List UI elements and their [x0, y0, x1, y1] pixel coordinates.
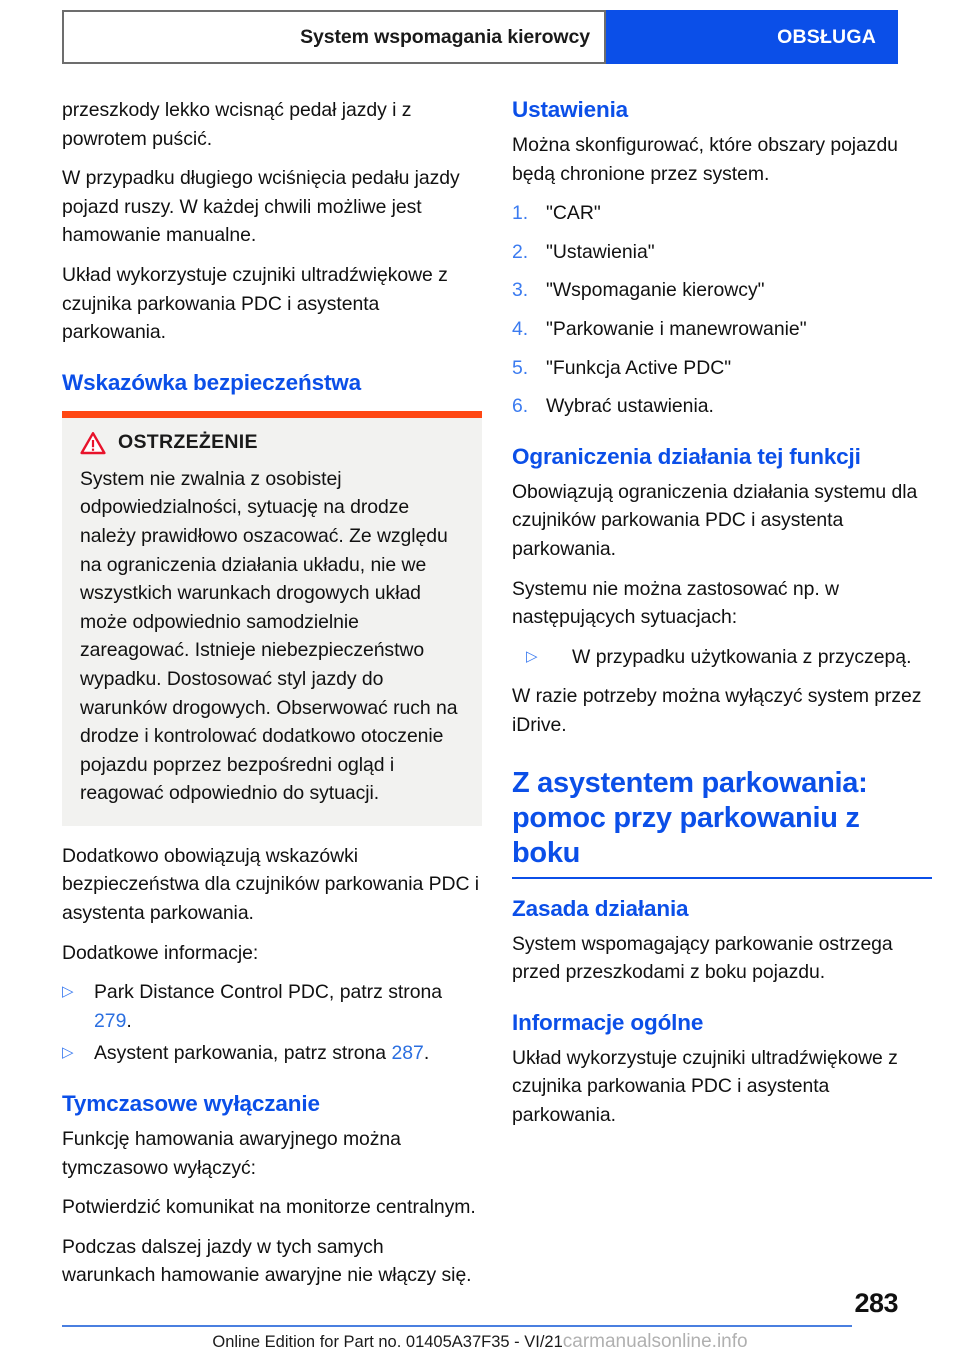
paragraph-idrive-disable: W razie potrzeby można wyłączyć system przez iDrive.	[512, 685, 922, 736]
header-section-tab	[606, 10, 898, 64]
heading-temporary-deactivation: Tymczasowe wyłączanie	[62, 1091, 320, 1117]
heading-principle: Zasada działania	[512, 895, 689, 921]
list-item[interactable]	[62, 978, 482, 1035]
paragraph-temp-off-intro: Funkcję hamowania awaryjnego można tymczasowo wyłączyć:	[62, 1128, 401, 1179]
step-number: 2.	[512, 240, 529, 263]
triangle-bullet-icon: ▷	[62, 983, 74, 1001]
footer-text	[0, 1331, 960, 1353]
heading-general-info: Informacje ogólne	[512, 1009, 704, 1035]
triangle-bullet-icon: ▷	[526, 647, 538, 665]
step-number: 3.	[512, 279, 529, 302]
step-label: "Ustawienia"	[546, 240, 655, 263]
step-number: 5.	[512, 356, 529, 379]
paragraph-confirm-message: Potwierdzić komunikat na monitorze centralnym.	[62, 1196, 476, 1219]
paragraph-additional-safety: Dodatkowo obowiązują wskazówki bezpieczeństwa dla czujników parkowania PDC i asystenta parkowania.	[62, 844, 480, 925]
list-item[interactable]	[512, 315, 932, 344]
left-column	[62, 96, 482, 1301]
edition-text: Online Edition for Part no. 01405A37F35 - VI/21	[212, 1333, 563, 1351]
limit-situations-list	[512, 643, 932, 672]
cross-reference-list	[62, 978, 482, 1068]
warning-label: OSTRZEŻENIE	[118, 431, 258, 454]
step-number: 6.	[512, 395, 529, 418]
step-number: 1.	[512, 202, 529, 225]
step-label: "Funkcja Active PDC"	[546, 356, 732, 379]
header-section-label: OBSŁUGA	[777, 25, 876, 48]
paragraph-long-press: W przypadku długiego wciśnięcia pedału jazdy pojazd ruszy. W każdej chwili możliwe jest hamowanie manualne.	[62, 167, 460, 247]
list-item[interactable]	[62, 1039, 482, 1068]
page-reference-link[interactable]: 279	[94, 1009, 127, 1032]
paragraph-settings-intro: Można skonfigurować, które obszary pojazdu będą chronione przez system.	[512, 134, 898, 185]
heading-park-assistant-side: Z asystentem parkowania: pomoc przy parkowaniu z boku	[512, 766, 868, 869]
step-label: "Parkowanie i manewrowanie"	[546, 317, 807, 340]
warning-header	[80, 431, 464, 455]
reference-suffix: .	[423, 1042, 430, 1065]
list-item[interactable]	[512, 238, 932, 267]
page-header	[62, 10, 898, 64]
warning-box	[62, 411, 482, 826]
paragraph-no-reactivation: Podczas dalszej jazdy w tych samych warunkach hamowanie awaryjne nie włączy się.	[62, 1235, 472, 1287]
paragraph-continuation: przeszkody lekko wcisnąć pedał jazdy i z powrotem puścić.	[62, 99, 412, 150]
step-label: Wybrać ustawienia.	[546, 395, 714, 418]
step-label: "CAR"	[546, 202, 601, 225]
page-number: 283	[854, 1288, 898, 1318]
footer-divider	[62, 1325, 852, 1327]
list-item[interactable]	[512, 354, 932, 383]
watermark-text: carmanualsonline.info	[562, 1331, 748, 1352]
list-item-label: W przypadku użytkowania z przyczepą.	[572, 645, 912, 668]
header-title-box	[62, 10, 606, 64]
warning-triangle-icon	[80, 431, 106, 455]
list-item[interactable]	[512, 276, 932, 305]
paragraph-principle-text: System wspomagający parkowanie ostrzega przed przeszkodami z boku pojazdu.	[512, 932, 893, 984]
warning-text: System nie zwalnia z osobistej odpowiedzialności, sytuację na drodze należy prawidłowo oszacować. Ze względu na ograniczenia działania układu, nie we wszystkich warunkach drogowych układ może odpowiednio samodzielnie zareagować. Istnieje niebezpieczeństwo wypadku. Dostosować styl jazdy do warunków drogowych. Obserwować ruch na drodze i kontrolować dodatkowo otoczenie pojazdu poprzez bezpośredni ogląd i reagować odpowiednio do sytuacji.	[80, 467, 458, 805]
page-reference-link[interactable]: 287	[391, 1042, 424, 1065]
header-chapter-title: System wspomagania kierowcy	[300, 25, 590, 48]
settings-steps-list	[512, 199, 932, 421]
paragraph-limits-sensors: Obowiązują ograniczenia działania systemu dla czujników parkowania PDC i asystenta parkowania.	[512, 480, 918, 560]
paragraph-ultrasonic-sensors: Układ wykorzystuje czujniki ultradźwiękowe z czujnika parkowania PDC i asystenta parkowania.	[62, 263, 448, 344]
step-number: 4.	[512, 317, 529, 340]
step-label: "Wspomaganie kierowcy"	[546, 279, 765, 302]
heading-function-limits: Ograniczenia działania tej funkcji	[512, 443, 861, 469]
heading-settings: Ustawienia	[512, 97, 629, 122]
paragraph-limits-situations: Systemu nie można zastosować np. w następujących sytuacjach:	[512, 577, 840, 629]
list-item-label	[94, 1039, 482, 1068]
list-item-label	[94, 978, 482, 1035]
reference-text: Asystent parkowania, patrz strona	[94, 1042, 392, 1065]
paragraph-general-sensors: Układ wykorzystuje czujniki ultradźwiękowe z czujnika parkowania PDC i asystenta parkowania.	[512, 1046, 898, 1126]
reference-text: Park Distance Control PDC, patrz strona	[94, 981, 443, 1004]
triangle-bullet-icon: ▷	[62, 1044, 74, 1062]
list-item[interactable]	[512, 392, 932, 421]
heading-safety-note: Wskazówka bezpieczeństwa	[62, 369, 362, 395]
heading-underline	[512, 877, 932, 879]
reference-suffix: .	[126, 1009, 132, 1032]
list-item[interactable]	[512, 199, 932, 228]
right-column	[512, 96, 932, 1140]
paragraph-more-info-label: Dodatkowe informacje:	[62, 941, 259, 964]
list-item	[512, 643, 932, 672]
